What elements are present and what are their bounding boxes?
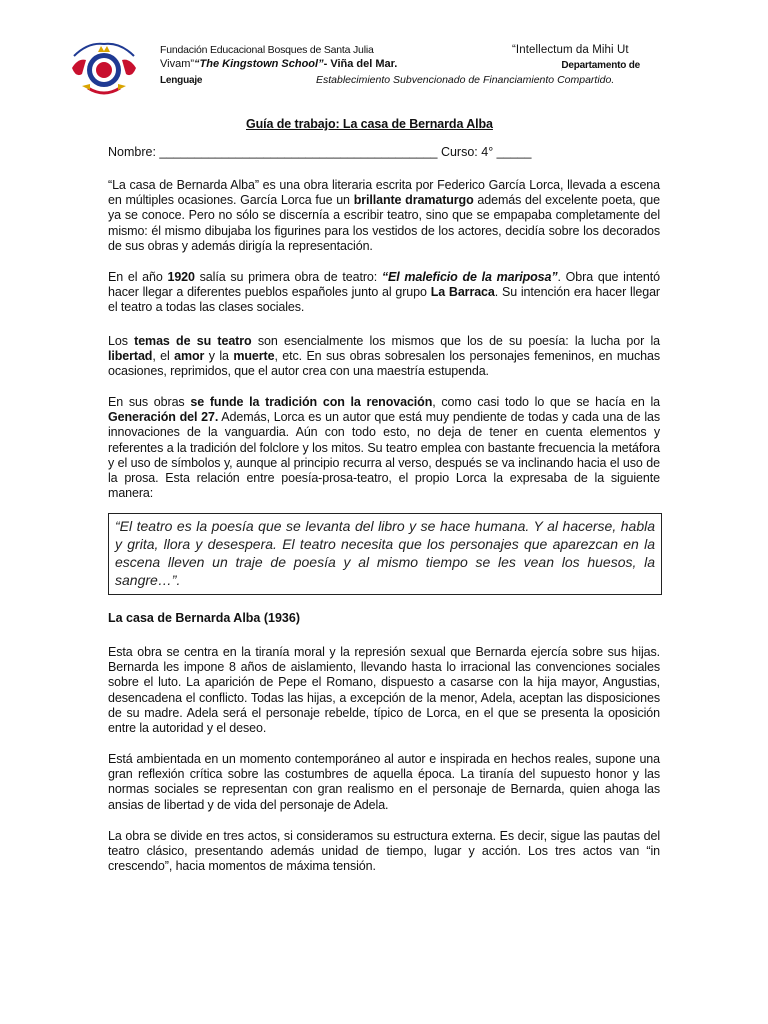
section-subtitle: La casa de Bernarda Alba (1936) xyxy=(108,611,300,625)
language-label: Lenguaje xyxy=(160,75,203,86)
paragraph-first-work xyxy=(108,270,660,316)
paragraph-tradition xyxy=(108,395,660,501)
text: son esencialmente los mismos que los de su poesía: la lucha por la xyxy=(251,334,661,348)
text: Además, Lorca es un autor que está muy pendiente de todas y cada una de las innovaciones de la vanguardia. Aún con todo esto, no deja de tener en cuenta elementos y referentes a la tradición del folclore y los mitos. Su teatro emplea con bastante frecuencia la metáfora y el uso de símbolos y, aunque al principio recurra al verso, después se va inclinando hacia el uso de la prosa. Esta relación entre poesía-prosa-teatro, el propio Lorca la expresaba de la siguiente manera: xyxy=(108,410,660,501)
bold-text: libertad xyxy=(108,349,153,364)
lorca-quote-box: “El teatro es la poesía que se levanta del libro y se hace humana. Y al hacerse, habla y grita, llora y desespera. El teatro necesita que los personajes que aparezcan en la escena lleven un traje de poesía y al mismo tiempo se les vean los huesos, la sangre…”. xyxy=(108,513,662,595)
department-label: Departamento de xyxy=(561,60,640,71)
school-motto: “Intellectum da Mihi Ut xyxy=(512,44,629,56)
establishment-label: Establecimiento Subvencionado de Financiamiento Compartido. xyxy=(316,74,615,86)
bold-text: temas de su teatro xyxy=(134,334,252,348)
paragraph-intro xyxy=(108,178,660,254)
school-crest-icon xyxy=(68,38,140,102)
bold-text: amor xyxy=(174,349,205,364)
text: , como casi todo lo que se hacía en la xyxy=(432,395,660,409)
foundation-name: Fundación Educacional Bosques de Santa Julia xyxy=(160,44,374,56)
text: , etc. En sus obras sobresalen los personajes femeninos, en muchas ocasiones, reprimidos, que el autor crea con una maestría estupenda. xyxy=(108,349,660,379)
work-title: “El maleficio de la mariposa” xyxy=(381,270,558,284)
paragraph-plot: Esta obra se centra en la tiranía moral y la represión sexual que Bernarda ejercía sobre sus hijas. Bernarda les impone 8 años de aislamiento, llevando hasta lo irracional las convenciones sociales sobre el luto. La aparición de Pepe el Romano, dispuesto a casarse con la hija mayor, Angustias, desencadena el conflicto. Todas las hijas, a excepción de la menor, Adela, aceptan las disposiciones de su madre. Adela será el personaje rebelde, típico de Lorca, en el que se presenta la oposición entre la autoridad y el deseo. xyxy=(108,645,660,736)
school-name: “The Kingstown School” xyxy=(194,58,324,70)
text: . Su intención era hacer llegar el teatro a todas las clases sociales. xyxy=(108,285,660,315)
paragraph-themes xyxy=(108,334,660,380)
text: “La casa de Bernarda Alba” es una obra literaria escrita por Federico García Lorca, llevada a escena en múltiples ocasiones. García Lorca fue un xyxy=(108,178,660,208)
name-course-line: Nombre: ________________________________________ Curso: 4° _____ xyxy=(108,145,532,159)
text: Los xyxy=(108,334,135,348)
bold-text: Generación del 27. xyxy=(108,410,219,425)
bold-text: La Barraca xyxy=(430,285,495,300)
paragraph-setting: Está ambientada en un momento contemporáneo al autor e inspirada en hechos reales, supone una gran reflexión crítica sobre las costumbres de aquella época. La tiranía del supuesto honor y las normas sociales se representan con gran realismo en el personaje de Bernarda, quien ahoga las ansias de libertad y de vida del personaje de Adela. xyxy=(108,752,660,812)
page-title: Guía de trabajo: La casa de Bernarda Alba xyxy=(246,117,493,131)
text: , el xyxy=(152,349,175,364)
school-city: - Viña del Mar. xyxy=(323,58,398,70)
text: . Obra que intentó hacer llegar a diferentes pueblos españoles junto al grupo xyxy=(108,270,660,300)
text: En el año xyxy=(108,270,168,284)
school-line xyxy=(160,58,397,71)
bold-text: se funde la tradición con la renovación xyxy=(190,395,433,409)
text: En sus obras xyxy=(108,395,191,409)
text: salía su primera obra de teatro: xyxy=(194,270,382,284)
text: y la xyxy=(204,349,234,364)
bold-text: brillante dramaturgo xyxy=(353,193,474,208)
paragraph-structure: La obra se divide en tres actos, si consideramos su estructura externa. Es decir, sigue las pautas del teatro clásico, presentando además unidad de tiempo, lugar y acción. Los tres actos van “in crescendo”, hacia momentos de máxima tensión. xyxy=(108,829,660,874)
bold-text: muerte xyxy=(233,349,275,364)
bold-text: 1920 xyxy=(167,270,195,284)
text: además del excelente poeta, que ya se conoce. Pero no sólo se discernía a escribir teatro, sino que se empapaba completamente del mismo: él mismo dibujaba los figurines para los vestidos de los actores, decidía sobre los decorados de sus obras y además dirigía la representación. xyxy=(108,193,661,253)
motto-end: Vivam” xyxy=(160,58,195,70)
